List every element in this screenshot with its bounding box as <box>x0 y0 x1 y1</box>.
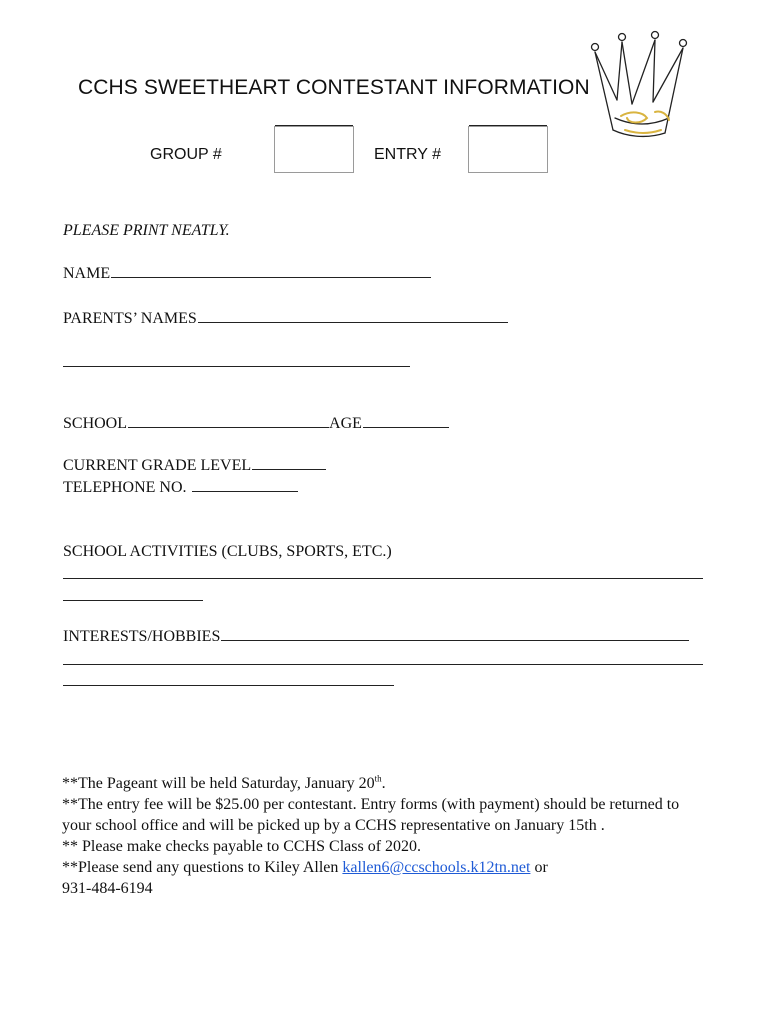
crown-icon <box>585 30 695 145</box>
activities-field-1[interactable] <box>63 578 703 579</box>
interests-field-3[interactable] <box>63 685 394 686</box>
parents-names-field-2[interactable] <box>63 366 410 367</box>
phone-number: 931-484-6194 <box>62 880 153 897</box>
activities-field-2[interactable] <box>63 600 203 601</box>
entry-label: ENTRY # <box>374 146 441 163</box>
grade-field[interactable] <box>252 468 326 470</box>
age-label: AGE <box>329 415 362 432</box>
entry-number-box[interactable] <box>468 126 548 173</box>
activities-label: SCHOOL ACTIVITIES (CLUBS, SPORTS, ETC.) <box>63 543 392 560</box>
entry-fee-note: **The entry fee will be $25.00 per contestant. Entry forms (with payment) should be returned to your school office and will be picked up by a CCHS representative on January 15th . <box>62 796 680 834</box>
school-field[interactable] <box>128 426 329 428</box>
interests-field-2[interactable] <box>63 664 703 665</box>
age-field[interactable] <box>363 426 449 428</box>
pageant-date-note: **The Pageant will be held Saturday, January 20th. <box>62 773 386 792</box>
parents-names-field[interactable] <box>198 321 508 323</box>
name-label: NAME <box>63 265 431 283</box>
email-link[interactable]: kallen6@ccschools.k12tn.net <box>342 859 531 876</box>
interests-field-1[interactable] <box>221 639 689 641</box>
page-title: CCHS SWEETHEART CONTESTANT INFORMATION <box>78 76 590 99</box>
interests-label: INTERESTS/HOBBIES <box>63 628 689 646</box>
name-field[interactable] <box>111 276 431 278</box>
footer-notes <box>62 773 712 899</box>
instruction-text: PLEASE PRINT NEATLY. <box>63 222 230 239</box>
checks-note: ** Please make checks payable to CCHS Class of 2020. <box>62 838 422 855</box>
parents-names-label: PARENTS’ NAMES <box>63 310 508 328</box>
group-number-box[interactable] <box>274 126 354 173</box>
telephone-label: TELEPHONE NO. <box>63 479 298 497</box>
questions-note: **Please send any questions to Kiley Allen kallen6@ccschools.k12tn.net or <box>62 859 548 876</box>
group-label: GROUP # <box>150 146 222 163</box>
school-label: SCHOOL AGE <box>63 415 449 433</box>
telephone-field[interactable] <box>192 490 298 492</box>
grade-label: CURRENT GRADE LEVEL <box>63 457 326 475</box>
